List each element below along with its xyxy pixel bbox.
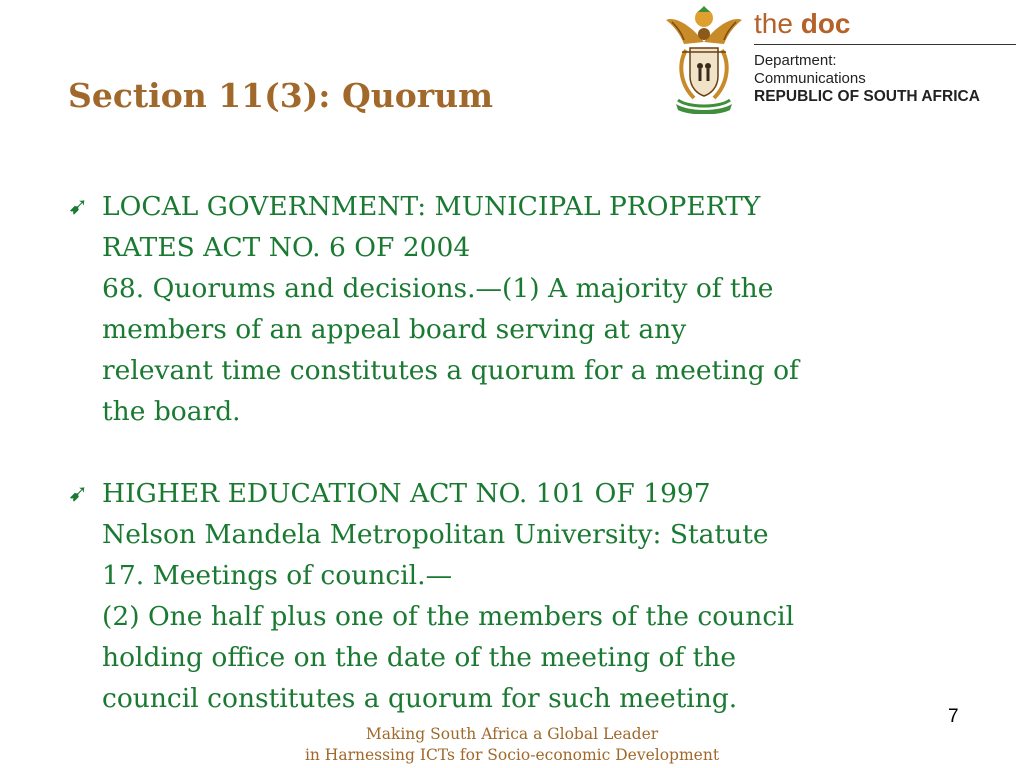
- bullet-arrow-icon: ➹: [68, 479, 89, 507]
- bullet-line: 68. Quorums and decisions.—(1) A majority of the: [102, 273, 774, 304]
- footer-line-2: in Harnessing ICTs for Socio-economic Development: [304, 746, 720, 764]
- brand-the: the: [754, 8, 793, 39]
- dept-line-3: REPUBLIC OF SOUTH AFRICA: [754, 88, 980, 105]
- bullet-line: holding office on the date of the meeting of the: [102, 642, 737, 673]
- dept-line-2: Communications: [754, 70, 866, 87]
- bullet-line: members of an appeal board serving at any: [102, 314, 687, 345]
- bullet-line: 17. Meetings of council.—: [102, 560, 453, 591]
- bullet-arrow-icon: ➹: [68, 192, 89, 220]
- slide-content: [68, 186, 988, 719]
- bullet-line: Nelson Mandela Metropolitan University: Statute: [102, 519, 769, 550]
- coat-of-arms-icon: [664, 4, 744, 114]
- bullet-line: RATES ACT NO. 6 OF 2004: [102, 232, 471, 263]
- brand-doc: doc: [800, 8, 851, 39]
- slide-title: Section 11(3): Quorum: [68, 76, 494, 115]
- bullet-line: council constitutes a quorum for such meeting.: [102, 683, 738, 714]
- bullet-item: [68, 473, 988, 719]
- bullet-line: LOCAL GOVERNMENT: MUNICIPAL PROPERTY: [102, 191, 761, 222]
- dept-line-1: Department:: [754, 52, 837, 69]
- bullet-line: (2) One half plus one of the members of the council: [102, 601, 795, 632]
- bullet-item: [68, 186, 988, 432]
- bullet-line: the board.: [102, 396, 241, 427]
- bullet-line: HIGHER EDUCATION ACT NO. 101 OF 1997: [102, 478, 711, 509]
- department-text: [754, 52, 980, 106]
- footer-tagline: [0, 724, 1024, 766]
- bullet-line: relevant time constitutes a quorum for a meeting of: [102, 355, 799, 386]
- brand-name: [754, 8, 851, 40]
- department-logo: [664, 4, 1020, 116]
- logo-divider: [754, 44, 1016, 45]
- footer-line-1: Making South Africa a Global Leader: [365, 725, 659, 743]
- page-number: 7: [948, 706, 959, 727]
